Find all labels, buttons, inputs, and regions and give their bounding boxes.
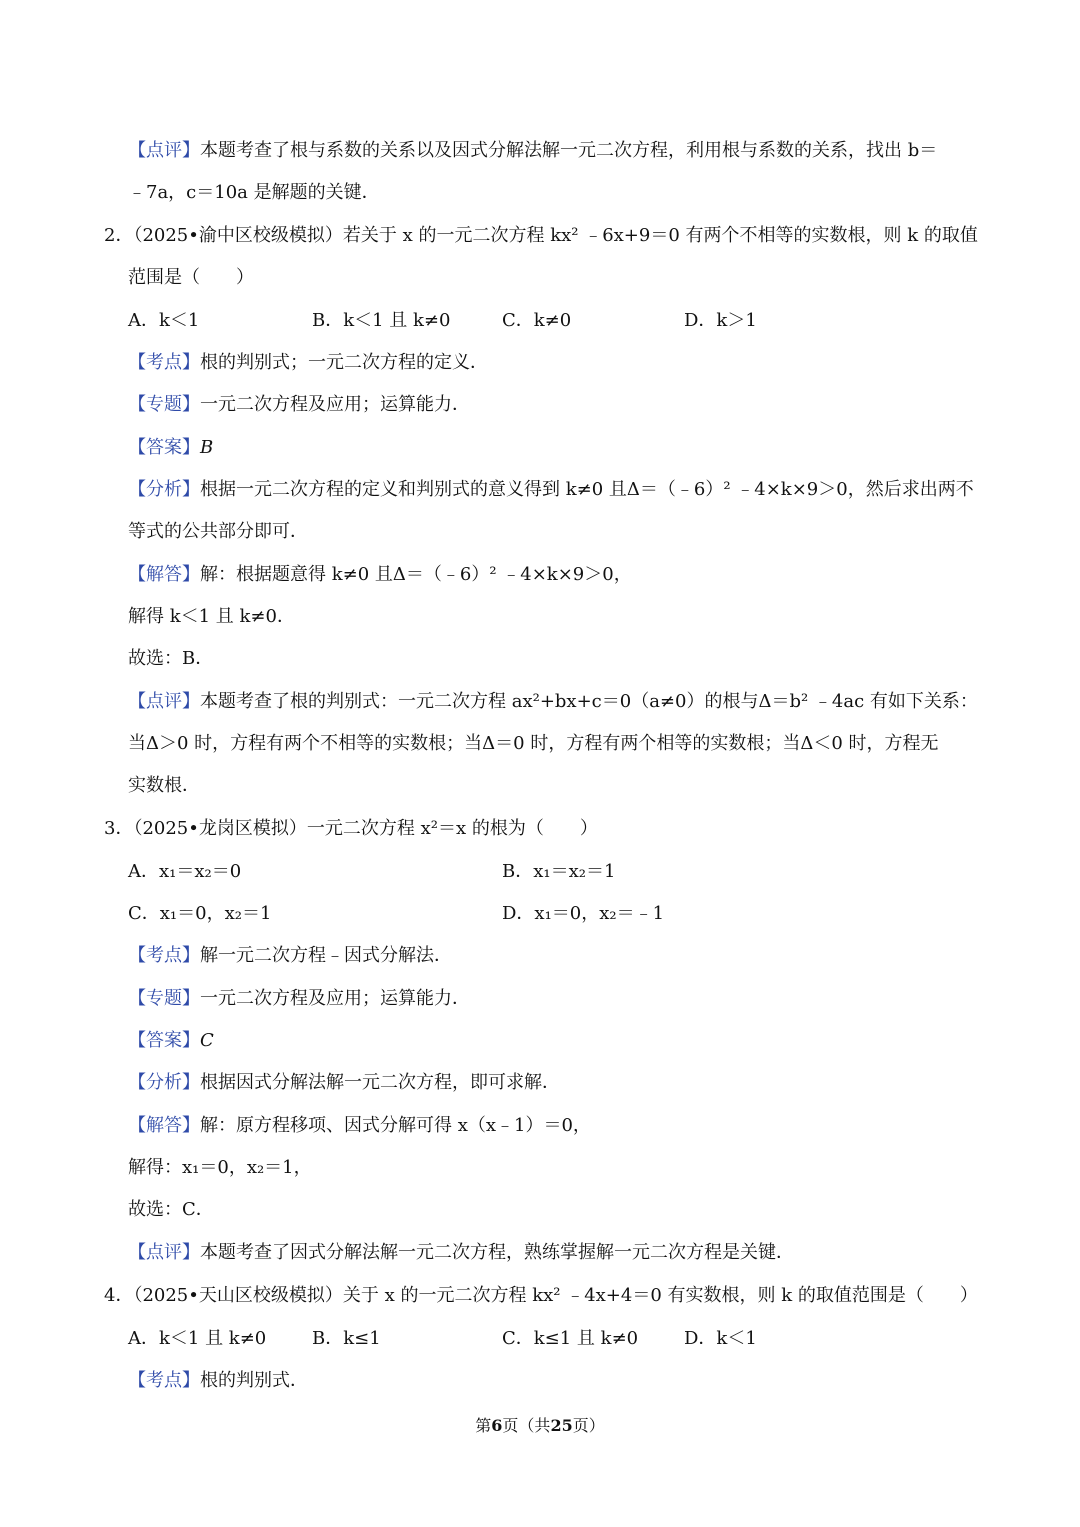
page-footer: 第6页（共25页） [475,1416,605,1435]
q3-kaodian: 【考点】解一元二次方程﹣因式分解法． [128,945,452,966]
q2-option-a: A．k＜1 [128,310,200,331]
q2-jieda-line1: 【解答】解：根据题意得 k≠0 且Δ＝（﹣6）² ﹣4×k×9＞0， [128,564,632,585]
q4-option-b: B．k≤1 [312,1328,381,1349]
q3-option-d: D．x₁＝0，x₂＝﹣1 [502,903,665,924]
tag-dianping: 【点评】 [128,140,200,161]
q2-dianping-line3: 实数根． [128,775,200,796]
q2-stem-line2: 范围是（ ） [128,267,254,288]
q3-jieda-line3: 故选：C． [128,1199,214,1220]
q2-dianping-line1: 【点评】本题考查了根的判别式：一元二次方程 ax²+bx+c＝0（a≠0）的根与Δ＝b² ﹣4ac 有如下关系： [128,691,978,712]
q4-kaodian: 【考点】根的判别式． [128,1370,308,1391]
q2-daan: 【答案】B [128,437,214,458]
q2-dianping-line2: 当Δ＞0 时，方程有两个不相等的实数根；当Δ＝0 时，方程有两个相等的实数根；当Δ＜0 时，方程无 [128,733,939,754]
q2-option-b: B．k＜1 且 k≠0 [312,310,451,331]
page-number: 6 [491,1416,503,1435]
q2-zhuanti: 【专题】一元二次方程及应用；运算能力． [128,394,470,415]
q3-dianping: 【点评】本题考查了因式分解法解一元二次方程，熟练掌握解一元二次方程是关键． [128,1242,794,1263]
q3-daan: 【答案】C [128,1030,214,1051]
q4-stem: 4．（2025•天山区校级模拟）关于 x 的一元二次方程 kx² ﹣4x+4＝0 有实数根，则 k 的取值范围是（ ） [104,1285,978,1306]
q3-zhuanti: 【专题】一元二次方程及应用；运算能力． [128,988,470,1009]
q4-option-d: D．k＜1 [684,1328,757,1349]
q3-option-c: C．x₁＝0，x₂＝1 [128,903,272,924]
page-total: 25 [550,1416,573,1435]
q3-stem: 3．（2025•龙岗区模拟）一元二次方程 x²＝x 的根为（ ） [104,818,598,839]
q3-jieda-line2: 解得：x₁＝0，x₂＝1， [128,1157,312,1178]
q2-option-c: C．k≠0 [502,310,572,331]
prev-dianping-line2: ﹣7a，c＝10a 是解题的关键． [128,182,380,203]
prev-dianping-line1: 【点评】本题考查了根与系数的关系以及因式分解法解一元二次方程，利用根与系数的关系，找出 b＝ [128,140,938,161]
q2-fenxi-line2: 等式的公共部分即可． [128,521,308,542]
q2-fenxi-line1: 【分析】根据一元二次方程的定义和判别式的意义得到 k≠0 且Δ＝（﹣6）² ﹣4×k×9＞0，然后求出两不 [128,479,974,500]
q2-kaodian: 【考点】根的判别式；一元二次方程的定义． [128,352,488,373]
q4-option-c: C．k≤1 且 k≠0 [502,1328,639,1349]
q3-option-a: A．x₁＝x₂＝0 [128,861,242,882]
q2-option-d: D．k＞1 [684,310,757,331]
q2-stem-line1: 2．（2025•渝中区校级模拟）若关于 x 的一元二次方程 kx² ﹣6x+9＝0 有两个不相等的实数根，则 k 的取值 [104,225,978,246]
q3-fenxi: 【分析】根据因式分解法解一元二次方程，即可求解． [128,1072,560,1093]
q2-jieda-line3: 故选：B． [128,648,214,669]
q3-option-b: B．x₁＝x₂＝1 [502,861,616,882]
q2-jieda-line2: 解得 k＜1 且 k≠0． [128,606,295,627]
q3-jieda-line1: 【解答】解：原方程移项、因式分解可得 x（x﹣1）＝0， [128,1115,591,1136]
q4-option-a: A．k＜1 且 k≠0 [128,1328,267,1349]
